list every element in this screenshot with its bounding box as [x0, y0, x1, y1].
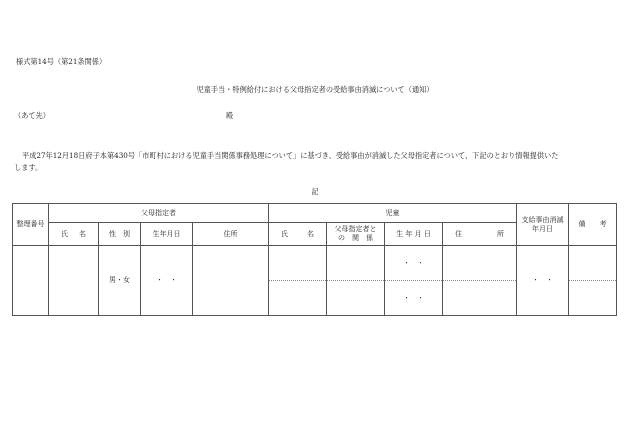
header-child-name [269, 223, 327, 246]
header-parent-name-b: 名 [79, 229, 86, 238]
header-remarks: 備 考 [569, 204, 617, 246]
header-parent-group: 父母指定者 [49, 204, 269, 223]
header-reg-no: 整理番号 [13, 204, 49, 246]
body-text-line-2: します。 [14, 163, 43, 172]
cell-parent-name[interactable] [49, 246, 99, 316]
header-child-name-a: 氏 [281, 229, 288, 238]
cell-child2-address[interactable] [443, 281, 517, 316]
header-parent-name-a: 氏 [61, 229, 68, 238]
cell-parent-address[interactable] [193, 246, 269, 316]
header-child-name-b: 名 [307, 229, 314, 238]
header-child-dob: 生 年 月 日 [385, 223, 443, 246]
honorific: 殿 [226, 111, 234, 120]
header-parent-name [49, 223, 99, 246]
header-parent-address: 住所 [193, 223, 269, 246]
body-text-line-1: 平成27年12月18日府子本第430号「市町村における児童手当関係事務処理について」に基づき、受給事由が消滅した父母指定者について、下記のとおり情報提供いた [22, 151, 559, 160]
header-extinction-date [517, 204, 569, 246]
document-title: 児童手当・特例給付における父母指定者の受給事由消滅について（通知） [196, 85, 434, 94]
cell-child2-name[interactable] [269, 281, 327, 316]
cell-child2-dob[interactable]: ・ ・ [385, 281, 443, 316]
header-child-relation-line2: の 関 係 [338, 234, 373, 242]
header-parent-dob: 生年月日 [141, 223, 193, 246]
cell-parent-dob[interactable]: ・ ・ [141, 246, 193, 316]
information-table [12, 203, 617, 316]
addressee-label: （あて先） [14, 111, 50, 120]
header-parent-sex: 性 別 [99, 223, 141, 246]
header-child-relation [327, 223, 385, 246]
cell-remarks-1[interactable] [569, 246, 617, 281]
cell-remarks-2[interactable] [569, 281, 617, 316]
header-extinction-line2: 年月日 [532, 224, 553, 233]
cell-extinction-date[interactable]: ・ ・ [517, 246, 569, 316]
cell-child1-address[interactable] [443, 246, 517, 281]
cell-child2-relation[interactable] [327, 281, 385, 316]
header-extinction-line1: 支給事由消滅 [521, 215, 564, 224]
header-child-relation-line1: 父母指定者と [334, 225, 377, 234]
cell-child1-name[interactable] [269, 246, 327, 281]
header-child-group: 児童 [269, 204, 517, 223]
cell-parent-sex[interactable]: 男・女 [99, 246, 141, 316]
form-number: 様式第14号（第21条関係） [16, 57, 107, 66]
header-child-address-a: 住 [455, 229, 462, 238]
ki-heading: 記 [311, 187, 319, 196]
cell-child1-relation[interactable] [327, 246, 385, 281]
header-child-address-b: 所 [497, 229, 504, 238]
cell-reg-no[interactable] [13, 246, 49, 316]
cell-child1-dob[interactable]: ・ ・ [385, 246, 443, 281]
header-child-address [443, 223, 517, 246]
